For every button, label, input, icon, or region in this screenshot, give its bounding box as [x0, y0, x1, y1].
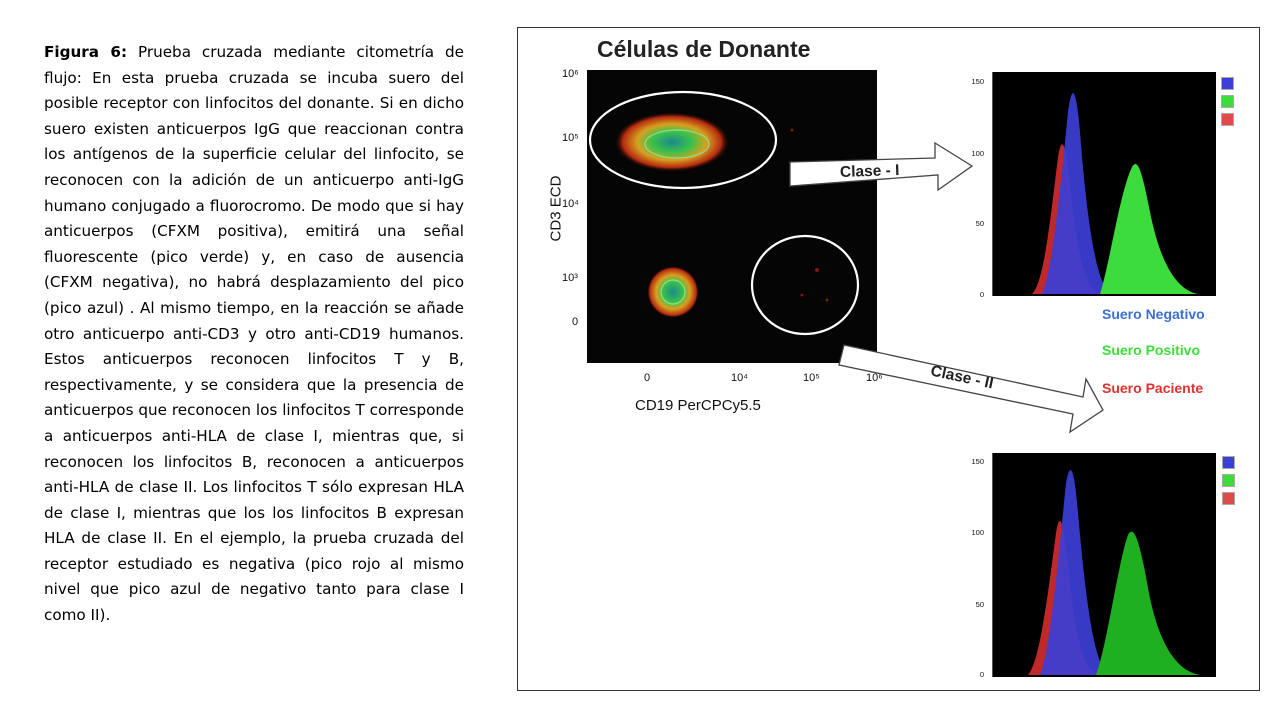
h1-legend-patient [1221, 113, 1234, 126]
scatter-ylabel: CD3 ECD [547, 175, 565, 242]
caption-body: Prueba cruzada mediante citometría de flujo: En esta prueba cruzada se incuba suero del posible receptor con linfocitos del donante. Si en dicho suero existen anticuerpos IgG que reaccionan contra los antígenos de la superficie celular del linfocito, se reconocen con la adición de un anticuerpo anti-IgG humano conjugado a fluorocromo. De modo que si hay anticuerpos (CFXM positiva), emitirá una señal fluorescente (pico verde) y, en caso de ausencia (CFXM negativa), no habrá desplazamiento del pico (pico azul) . Al mismo tiempo, en la reacción se añade otro anticuerpo anti-CD3 y otro anti-CD19 humanos. Estos anticuerpos reconocen linfocitos T y B, respectivamente, y se considera que la presencia de anticuerpos que reconocen los linfocitos T corresponde a anticuerpos anti-HLA de clase I, mientras que, si reconocen los linfocitos B, reconocen a anticuerpos anti-HLA de clase II. Los linfocitos T sólo expresan HLA de clase I, mientras que los los linfocitos B expresan HLA de clase II. En el ejemplo, la prueba cruzada del receptor estudiado es negativa (pico rojo al mismo nivel que pico azul de negativo tanto para clase I como II). [44, 43, 465, 625]
figure-title: Células de Donante [597, 36, 811, 62]
h1-tick-50: 50 [975, 219, 984, 228]
caption-heading: Figura 6: [44, 43, 128, 61]
h2-tick-0: 0 [979, 670, 984, 679]
h1-legend-negative [1221, 77, 1234, 90]
legend-positive: Suero Positivo [1102, 342, 1201, 358]
h1-tick-0: 0 [979, 290, 984, 299]
y-tick-1e4: 10⁴ [562, 198, 579, 210]
h1-tick-150: 150 [971, 77, 984, 86]
histogram-class1 [992, 72, 1216, 296]
class2-positive-peak [1096, 532, 1200, 675]
h2-tick-50: 50 [975, 600, 984, 609]
h2-tick-100: 100 [971, 528, 984, 537]
y-tick-0: 0 [572, 316, 579, 328]
h1-tick-100: 100 [971, 149, 984, 158]
h1-legend-positive [1221, 95, 1234, 108]
h2-legend-patient [1222, 492, 1235, 505]
h2-legend-positive [1222, 474, 1235, 487]
class1-label: Clase - I [839, 161, 900, 182]
class2-label: Clase - II [929, 362, 995, 393]
class1-negative-peak [1042, 93, 1110, 294]
h2-tick-150: 150 [971, 457, 984, 466]
h2-legend-negative [1222, 456, 1235, 469]
y-tick-1e5: 10⁵ [562, 132, 579, 144]
y-tick-1e6: 10⁶ [562, 68, 579, 80]
class2-negative-peak [1040, 470, 1108, 675]
x-tick-0: 0 [644, 372, 651, 384]
class1-positive-peak [1100, 164, 1198, 294]
x-tick-1e5: 10⁵ [803, 372, 820, 384]
scatter-xlabel: CD19 PerCPCy5.5 [635, 397, 761, 414]
legend-negative: Suero Negativo [1102, 306, 1205, 322]
histogram-class2-svg [992, 453, 1216, 677]
x-tick-1e4: 10⁴ [731, 372, 748, 384]
legend-patient: Suero Paciente [1102, 380, 1204, 396]
histogram-class1-svg [992, 72, 1216, 296]
histogram-class2 [992, 453, 1216, 677]
y-tick-1e3: 10³ [562, 272, 578, 284]
x-tick-1e6: 10⁶ [866, 372, 883, 384]
